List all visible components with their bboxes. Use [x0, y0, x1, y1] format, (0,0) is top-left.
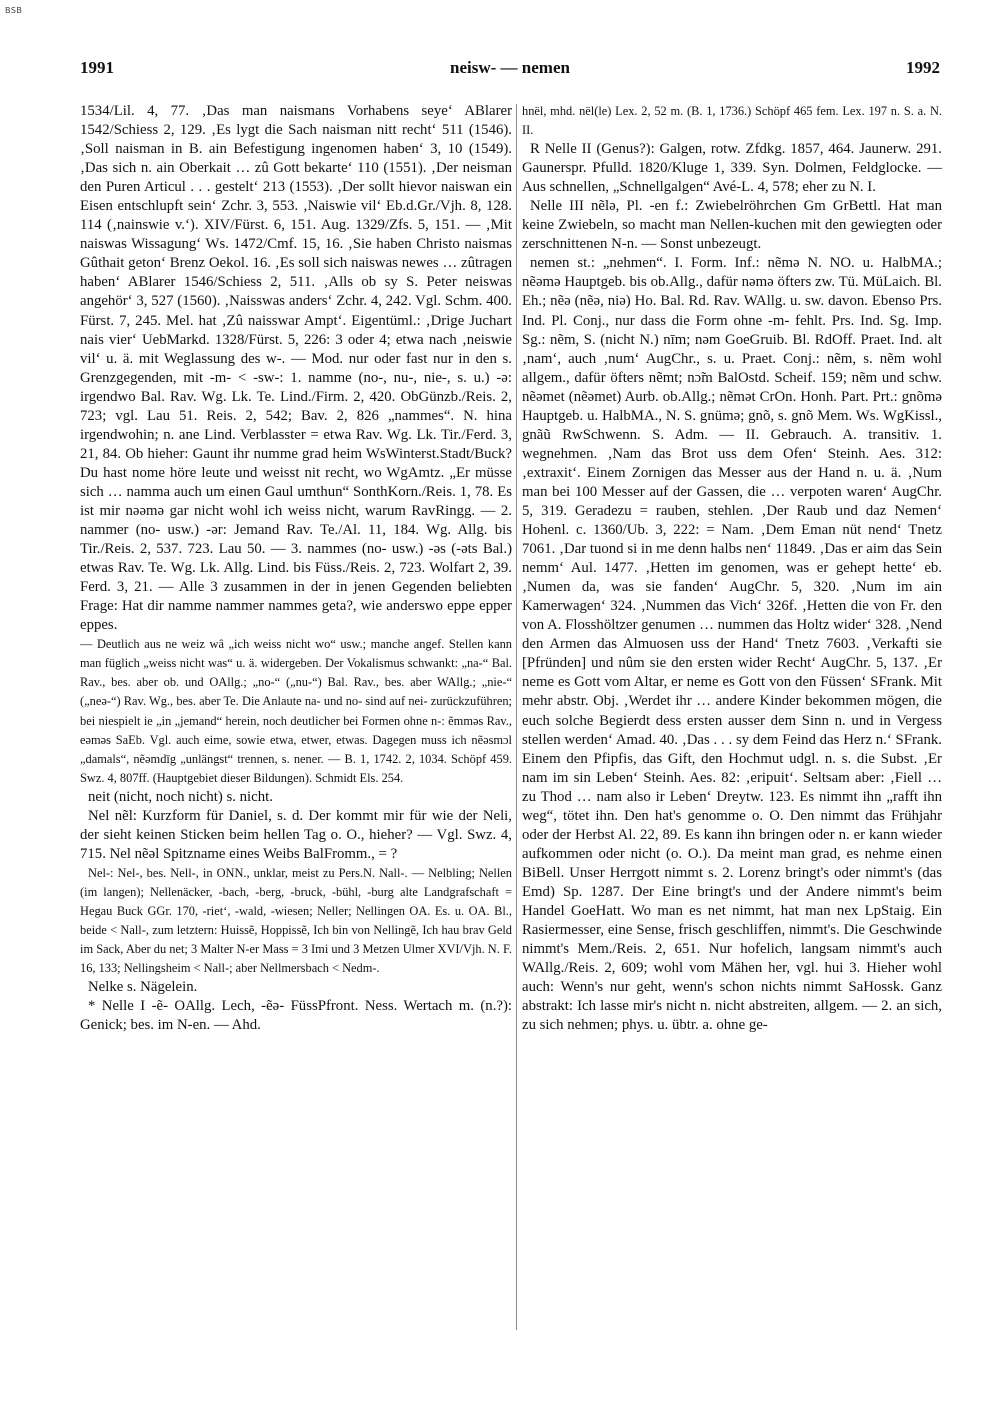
paragraph-note: — Deutlich aus ne weiz wâ „ich weiss nicht wo“ usw.; manche angef. Stellen kann man füglich „weiss nicht was“ u. ä. widergeben. Der Vokalismus schwankt: „na-“ Bal. Rav., bes. aber ob. und OAllg.; „no-“ („nu-“) Bal. Rav., bes. aber WAllg.; „nie-“ („neə-“) Rav. Wg., bes. aber Te. Die Anlaute na- und no- sind auf nei- zurückzuführen; bei niespielt ie „in „jemand“ herein, noch deutlicher bei Formen ohne n-: ẽmməs Rav., eəməs SaEb. Vgl. auch eime, sowie etwa, etwer, etwas. Dagegen muss ich nẽəsmɔl „damals“, nẽəmdīg „unlängst“ trennen, s. nener. — B. 1, 1742. 2, 1034. Schöpf 459. Swz. 4, 807ff. (Hauptgebiet dieser Bildungen). Schmidt Els. 254.: [80, 637, 512, 785]
page-number-left: 1991: [80, 58, 114, 77]
page-header: [80, 58, 940, 82]
paragraph: 1534/Lil. 4, 77. ‚Das man naismans Vorhabens seye‘ ABlarer 1542/Schiess 2, 129. ‚Es lygt die Sach naisman nitt recht‘ 511 (1546). ‚Soll naisman in B. ain Befestigung ingenomen haben‘ 3, 10 (1549). ‚Das sich n. ain Oberkait … zû Gott bekarte‘ 110 (1551). ‚Der neisman den Puren Articul . . . gestelt‘ 213 (1553). ‚Der sollt hievor naiswan ein Eisen entschlupft sein‘ Zchr. 3, 553. ‚Naiswie vil‘ Eb.d.Gr./Vjh. 8, 128. 114 (‚nainswie v.‘). XIV/Fürst. 6, 151. Aug. 1329/Zfs. 5, 151. — ‚Mit naiswas Wissagung‘ Ws. 1472/Cmf. 15, 16. ‚Sie haben Christo naismas Gûthait geton‘ Brenz Oekol. 16. ‚Es soll sich naiswas newes … zûtragen haben‘ ABlarer 1546/Schiess 2, 511. ‚Alls ob sy S. Peter neiswas angehör‘ 3, 527 (1560). ‚Naisswas anders‘ Zchr. 4, 242. Vgl. Schm. 400. Fürst. 7, 245. Mel. hat ‚Zû naisswar Ampt‘. Eigentüml.: ‚Drige Juchart nais vier‘ UebMarkd. 1328/Fürst. 5, 226: 3 oder 4; etwa nach ‚neiswie vil‘ u. ä. mit Weglassung des w-. — Mod. nur oder fast nur in den s. Grenzgegenden, mit -m- < -sw-: 1. namme (no-, nu-, nie-, s. u.) -ə: irgendwo Bal. Rav. Wg. Lk. Te. Lind./Firm. 2, 420. ObGünzb./Reis. 2, 723; vgl. Lau 51. Reis. 2, 542; Bav. 2, 826 „nammes“. N. hina irgendwohin; n. ane Lind. Verblasster = etwa Rav. Wg. Lk. Tir./Ferd. 3, 21, 84. Ob hieher: Gaunt ihr numme grad heim WsWinterst.Stadt/Buck? Du hast nome höre leute und weisst nit recht, wo WgAmtz. „Er müsse sich … namma auch um einen Gaul umthun“ SonthKorn./Reis. 1, 78. Es ist mir nəəmə gar nicht wohl ich weiss nicht, warum RavRingg. — 2. nammer (no- usw.) -ər: Jemand Rav. Te./Al. 11, 184. Wg. Allg. bis Tir./Reis. 2, 537. 723. Lau 50. — 3. nammes (no- usw.) -əs (-əts Bal.) etwas Rav. Te. Wg. Lk. Allg. Lind. bis Füss./Reis. 2, 723. Wolfart 2, 39. Ferd. 3, 21. — Alle 3 zusammen in der in jenen Gegenden beliebten Frage: Hat dir namme nammer nammes geta?, wie anderswo eppe epper eppes.: [80, 103, 512, 634]
running-title: neisw- — nemen: [450, 58, 570, 77]
entry-neit: neit (nicht, noch nicht) s. nicht.: [88, 788, 273, 805]
entry-nelke: Nelke s. Nägelein.: [88, 979, 198, 996]
entry-nemen: nemen st.: „nehmen“. I. Form. Inf.: nẽmə N. NO. u. HalbMA.; nẽəmə Hauptgeb. bis ob.Allg., dafür nəmə öfters zw. Tü. MüLaich. Bl. Eh.; nẽə (nẽə, niə) Ho. Bal. Rd. Rav. WAllg. u. sw. davon. Ebenso Prs. Ind. Pl. Conj., nur dass die Form ohne -m- fehlt. Prs. Ind. Sg. Imp. Sg.: nẽm, S. (nicht N.) nīm; nəm GoeGruib. Bl. RdOff. Praet. Ind. alt ‚nam‘, auch ‚num‘ AugChr., s. u. Praet. Conj.: nẽm, s. nẽm wohl allgem., dafür öfters nẽmt; nɔ̃m BalOstd. Scheif. 159; nẽm und schw. nẽəmet (nẽəmet) Aurb. ob.Allg.; nẽmət CrOn. Honh. Part. Prt.: gnõmə Hauptgeb. u. HalbMA., N. S. gnümə; gnõ, s. gnõ Mem. Ws. WgKissl., gnãũ RwSchwenn. S. Adm. — II. Gebrauch. A. transitiv. 1. wegnehmen. ‚Nam das Brot uss dem Ofen‘ Steinh. Aes. 312: ‚extraxit‘. Einem Zornigen das Messer aus der Hand n. u. ä. ‚Num man bei 100 Messer auf der Gassen, die … verpoten waren‘ AugChr. 5, 319. Geradezu = rauben, stehlen. ‚Der Raub und daz Nemen‘ Hohenl. c. 1360/Ub. 3, 222: = Nam. ‚Dem Eman nüt nend‘ Tnetz 7061. ‚Dar tuond si in me denn halbs nen‘ 11849. ‚Das er aim das Sein nemm‘ Aul. 1477. ‚Hetten im genomen, was er gehept hette‘ eb. ‚Numen da, was sie fanden‘ AugChr. 5, 320. ‚Num im ain Kamerwagen‘ 324. ‚Nummen das Vich‘ 326f. ‚Hetten die von Fr. den von A. Flosshöltzer genumen … nummen das Holtz wider‘ 328. ‚Nend den Armen das Almuosen uss der Hand‘ Tnetz 7603. ‚Verkafti sie [Pfründen] und nûm sie den ersten wider Recht‘ AugChr. 5, 137. ‚Er neme es Gott vom Altar, er neme es Gott von den Füssen‘ SFrank. Mit mehr abstr. Obj. ‚Werdet ihr … andere Kinder bekommen mögen, die euch solche Begierdt dess ersten ausser dem Sinn n. und in Vergess stellen werden‘ Amad. 40. ‚Das . . . sy dem Feind das Herz n.‘ SFrank. Einem den Pfipfis, das Gift, den Hochmut udgl. n. s. die Subst. ‚Er nam im sin Leben‘ Steinh. Aes. 82: ‚eripuit‘. Seltsam aber: ‚Fiell … zu Thod … nam also ir Leben‘ Dreytw. 123. Es nimmt ihn „rafft ihn weg“, tötet ihn. Den hat's genomme o. O. Den nimmt das Frühjahr oder der Herbst Al. 22, 89. Es kann ihn bringen oder n. er kann wieder aufkommen oder nicht (o. O.). Da meint man grad, es nehme einen BiBell. Unser Herrgott nimmt s. 2. Lorenz bringt's oder nimmt's (das Emd) Sp. 1287. Der Eine bringt's und der Andere nimmt's beim Handel GoeHatt. Wo man es net nimmt, hat man nex LpStaig. Ein Rasiermesser, eine Sense, frisch geschliffen, nimmt's. Die Geschwinde nimmt's Mem./Reis. 2, 651. Nur hofelich, langsam nimmt's auch WAllg./Reis. 2, 609; wohl vom Mähen her, vgl. hui 3. Hieher wohl auch: Wenn's nur geht, wenn's schon nichts nimmt SaHossk. Ganz abstrakt: Ich lasse mir's nicht n. nicht abstreiten, allgem. — 2. an sich, zu sich nehmen; phys. u. übtr. a. ohne ge-: [522, 255, 942, 1034]
page-number-right: 1992: [906, 58, 940, 77]
entry-nel: Nel nẽl: Kurzform für Daniel, s. d. Der kommt mir für wie der Neli, der sieht keinen Sticken beim hellen Tag o. O., hieher? — Vgl. Swz. 4, 715. Nel nẽəl Spitzname eines Weibs BalFromm., = ?: [80, 807, 512, 862]
entry-nel-prefix: Nel-: Nel-, bes. Nell-, in ONN., unklar, meist zu Pers.N. Nall-. — Nelbling; Nellen (im langen); Nellenäcker, -bach, -berg, -bruck, -bühl, -burg alte Landgrafschaft = Hegau Buck GGr. 170, -riet‘, -wald, -wiesen; Neller; Nellingen OA. Es. u. OA. Bl., beide < Nall-, zum letztern: Huissẽ, Hoppissẽ, Ich bin von Nellingẽ, Ich hau brav Geld im Sack, Aber du net; 3 Malter N-er Mass = 3 Imi und 3 Metzen Ulmer XVI/Vjh. N. F. 16, 133; Nellingsheim < Nall-; aber Nellmersbach < Nedm-.: [80, 865, 512, 976]
entry-nelle-ii: R Nelle II (Genus?): Galgen, rotw. Zfdkg. 1857, 464. Jaunerw. 291. Gaunerspr. Pfulld. 1820/Kluge 1, 339. Syn. Dolmen, Feldglocke. — Aus schnellen, „Schnellgalgen“ Avé-L. 4, 578; eher zu N. I.: [522, 141, 942, 196]
entry-nelle-i: * Nelle I -ẽ- OAllg. Lech, -ẽə- FüssPfront. Ness. Wertach m. (n.?): Genick; bes. im N-en. — Ahd.: [80, 998, 512, 1034]
left-column: [80, 102, 512, 1035]
paragraph-continued: hnël, mhd. nël(le) Lex. 2, 52 m. (B. 1, 1736.) Schöpf 465 fem. Lex. 197 n. S. a. N. II.: [522, 104, 942, 138]
right-column: [522, 102, 942, 1035]
library-stamp: BSB: [5, 6, 23, 15]
entry-nelle-iii: Nelle III nẽlə, Pl. -en f.: Zwiebelröhrchen Gm GrBettl. Hat man keine Zwiebeln, so macht man Nellen-kuchen mit den gewiegten oder zerschnittenen N-n. — Sonst unbezeugt.: [522, 198, 942, 253]
column-divider: [516, 104, 517, 1330]
